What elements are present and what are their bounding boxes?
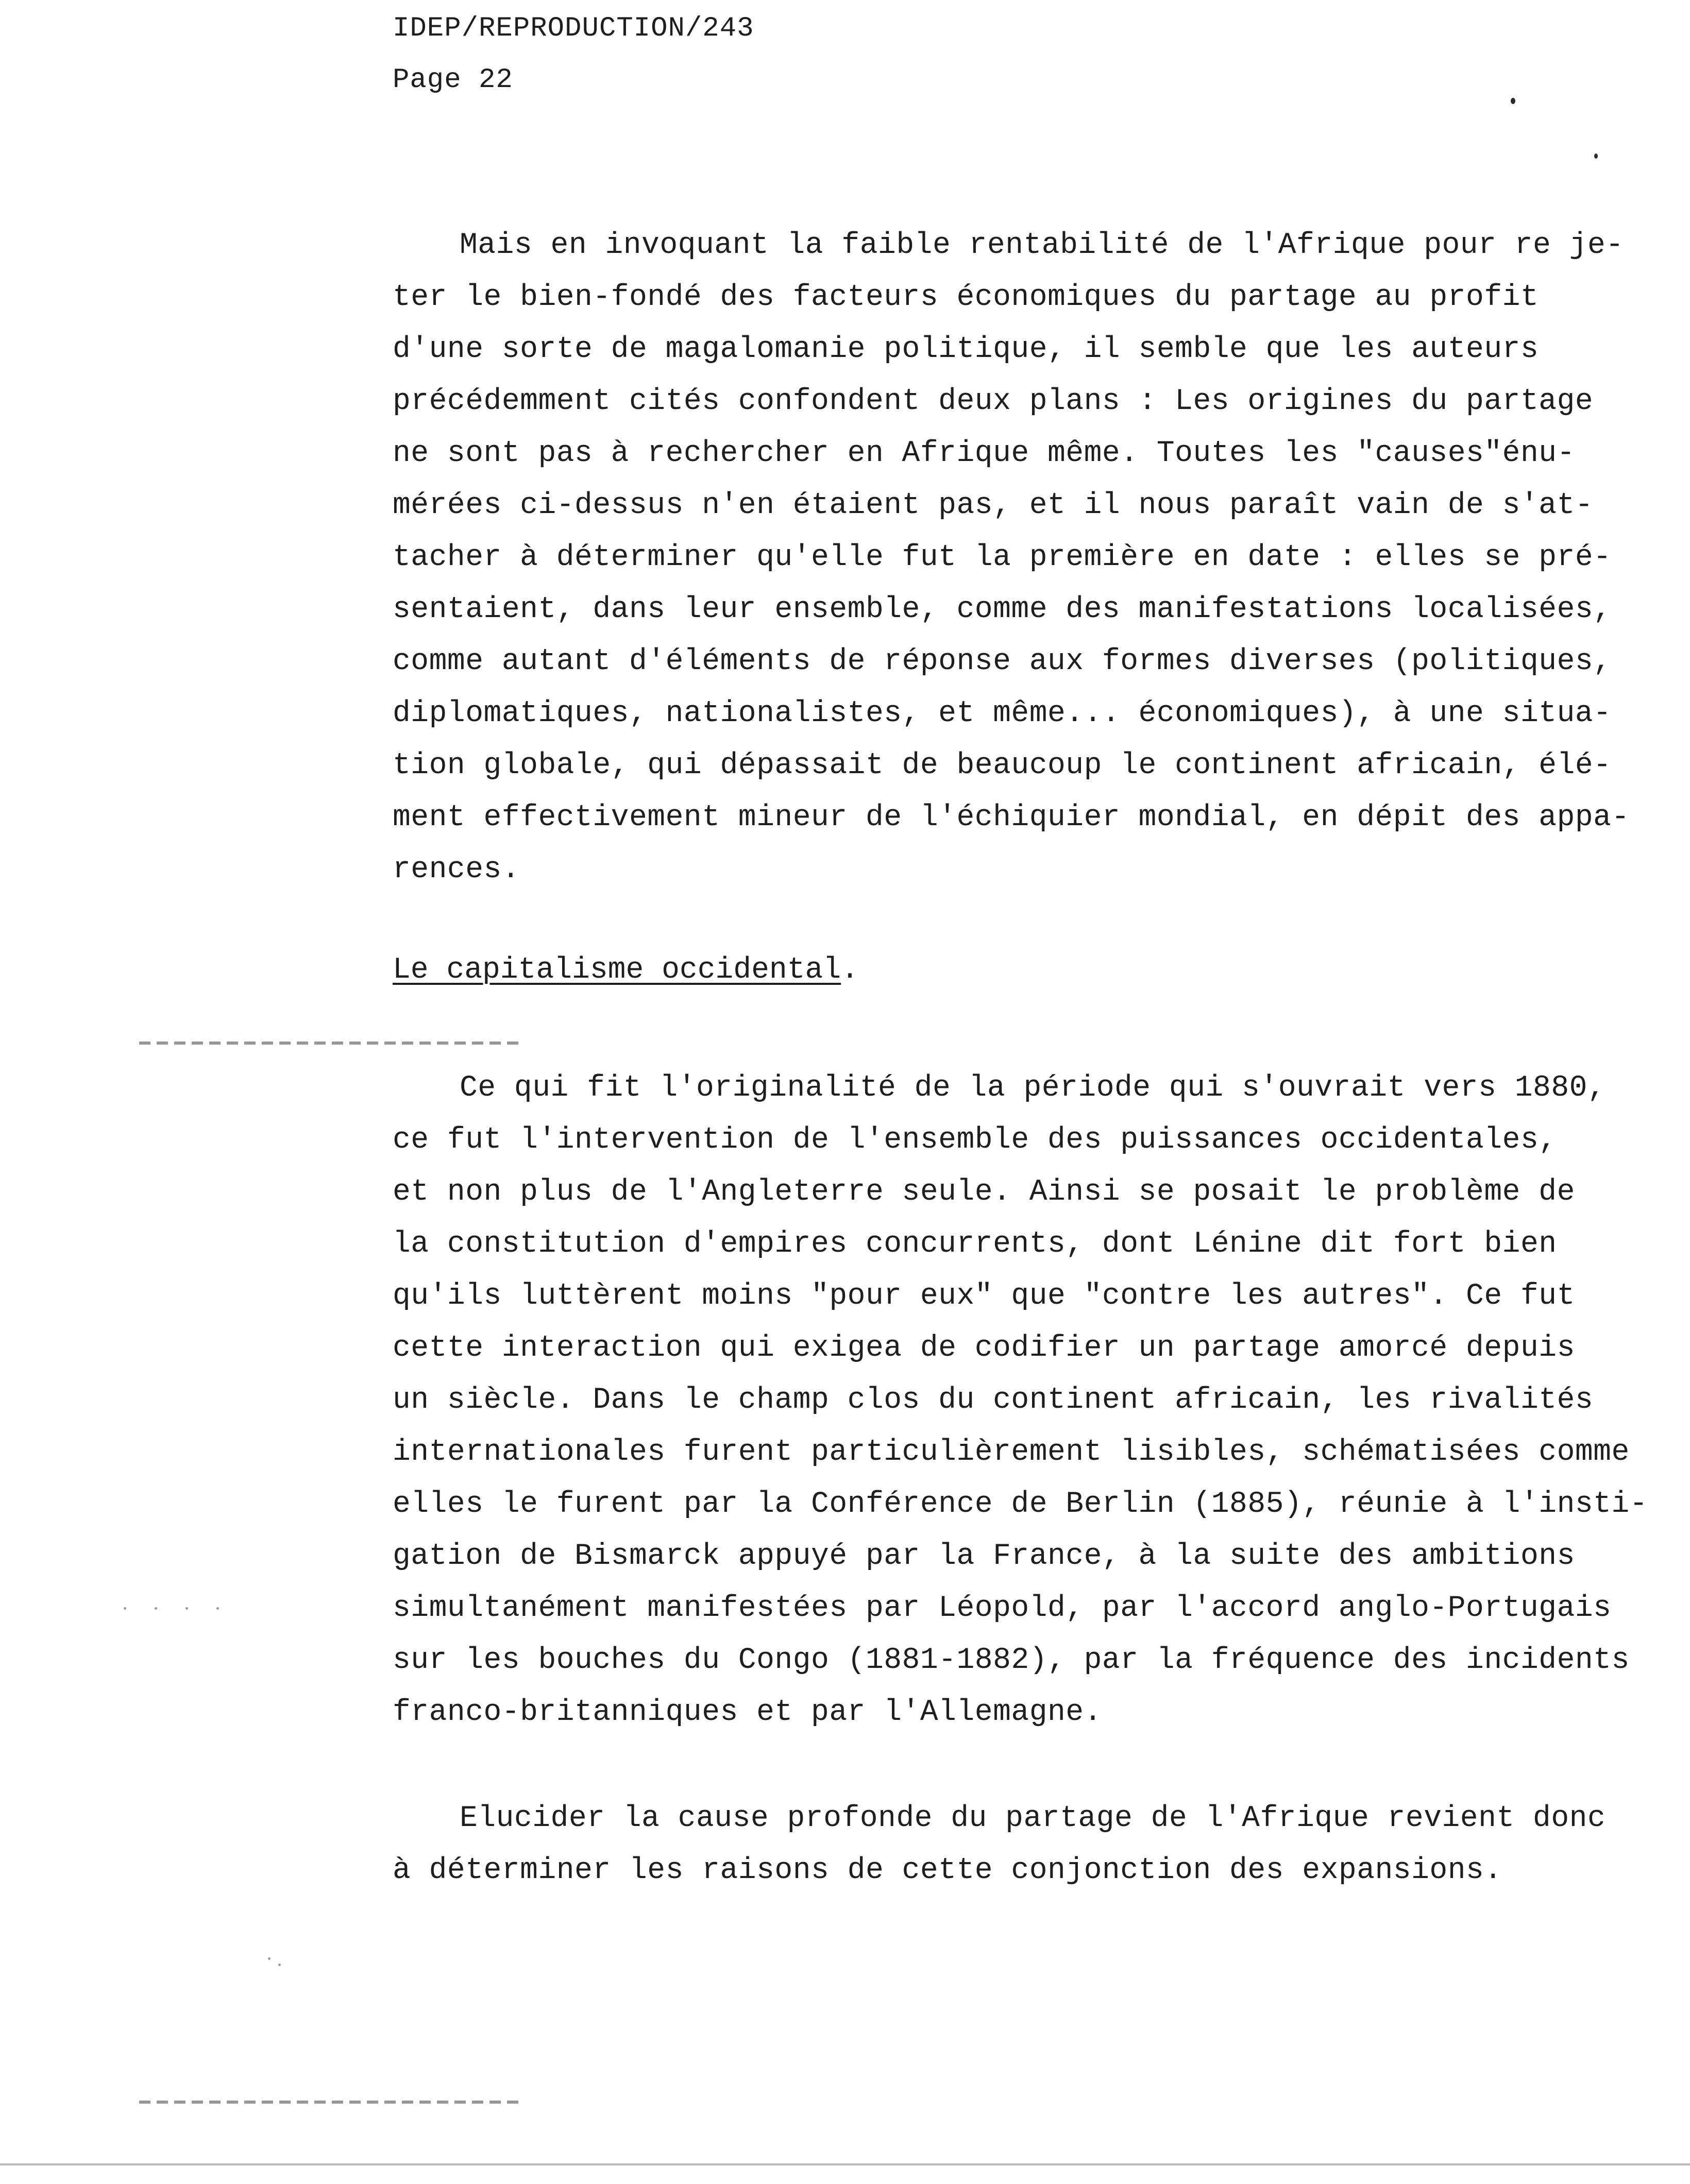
paragraph-1 xyxy=(393,219,1629,896)
text-line: sentaient, dans leur ensemble, comme des manifestations localisées, xyxy=(393,593,1612,626)
scan-mark xyxy=(155,1607,157,1610)
text-line: un siècle. Dans le champ clos du continent africain, les rivalités xyxy=(393,1384,1594,1417)
text-line: sur les bouches du Congo (1881-1882), par la fréquence des incidents xyxy=(393,1644,1630,1677)
scan-mark xyxy=(124,1607,126,1610)
text-line: diplomatiques, nationalistes, et même... économiques), à une situa- xyxy=(393,697,1612,730)
text-line: tion globale, qui dépassait de beaucoup le continent africain, élé- xyxy=(393,749,1612,782)
paragraph-3 xyxy=(393,1793,1629,1897)
document-reference: IDEP/REPRODUCTION/243 xyxy=(393,13,754,44)
text-line: internationales furent particulièrement lisibles, schématisées comme xyxy=(393,1436,1630,1469)
text-line: tacher à déterminer qu'elle fut la première en date : elles se pré- xyxy=(393,541,1612,574)
scan-mark xyxy=(1511,98,1515,104)
scan-mark xyxy=(1594,153,1598,159)
text-line: ce fut l'intervention de l'ensemble des puissances occidentales, xyxy=(393,1123,1557,1157)
page-bottom-edge xyxy=(0,2163,1690,2165)
text-line: Ce qui fit l'originalité de la période qui s'ouvrait vers 1880, xyxy=(460,1071,1606,1105)
text-line: comme autant d'éléments de réponse aux formes diverses (politiques, xyxy=(393,645,1612,678)
scan-mark xyxy=(278,1964,281,1966)
scan-mark xyxy=(268,1957,271,1960)
text-line: ne sont pas à rechercher en Afrique même. Toutes les "causes"énu- xyxy=(393,437,1575,470)
text-line: mérées ci-dessus n'en étaient pas, et il nous paraît vain de s'at- xyxy=(393,489,1594,522)
text-line: à déterminer les raisons de cette conjonction des expansions. xyxy=(393,1854,1502,1887)
scan-artifact xyxy=(139,2101,520,2104)
section-heading xyxy=(393,950,859,991)
scan-mark xyxy=(185,1607,188,1610)
text-line: Mais en invoquant la faible rentabilité de l'Afrique pour re je- xyxy=(460,229,1624,262)
section-heading-period: . xyxy=(841,953,859,987)
section-heading-text: Le capitalisme occidental xyxy=(393,953,841,987)
text-line: rences. xyxy=(393,853,520,886)
scan-mark xyxy=(216,1607,219,1610)
text-line: gation de Bismarck appuyé par la France, à la suite des ambitions xyxy=(393,1540,1575,1573)
text-line: ment effectivement mineur de l'échiquier mondial, en dépit des appa- xyxy=(393,801,1630,834)
text-line: franco-britanniques et par l'Allemagne. xyxy=(393,1696,1102,1729)
text-line: qu'ils luttèrent moins "pour eux" que "contre les autres". Ce fut xyxy=(393,1279,1575,1313)
text-line: la constitution d'empires concurrents, dont Lénine dit fort bien xyxy=(393,1227,1557,1261)
text-line: elles le furent par la Conférence de Berlin (1885), réunie à l'insti- xyxy=(393,1488,1648,1521)
text-line: cette interaction qui exigea de codifier un partage amorcé depuis xyxy=(393,1332,1575,1365)
scan-artifact xyxy=(139,1042,520,1045)
text-line: d'une sorte de magalomanie politique, il semble que les auteurs xyxy=(393,333,1539,366)
text-line: simultanément manifestées par Léopold, par l'accord anglo-Portugais xyxy=(393,1592,1612,1625)
text-line: ter le bien-fondé des facteurs économiques du partage au profit xyxy=(393,281,1539,314)
text-line: précédemment cités confondent deux plans : Les origines du partage xyxy=(393,385,1594,418)
page-number: Page 22 xyxy=(393,64,513,96)
text-line: et non plus de l'Angleterre seule. Ainsi se posait le problème de xyxy=(393,1175,1575,1209)
paragraph-2 xyxy=(393,1062,1648,1738)
text-line: Elucider la cause profonde du partage de l'Afrique revient donc xyxy=(460,1802,1606,1835)
